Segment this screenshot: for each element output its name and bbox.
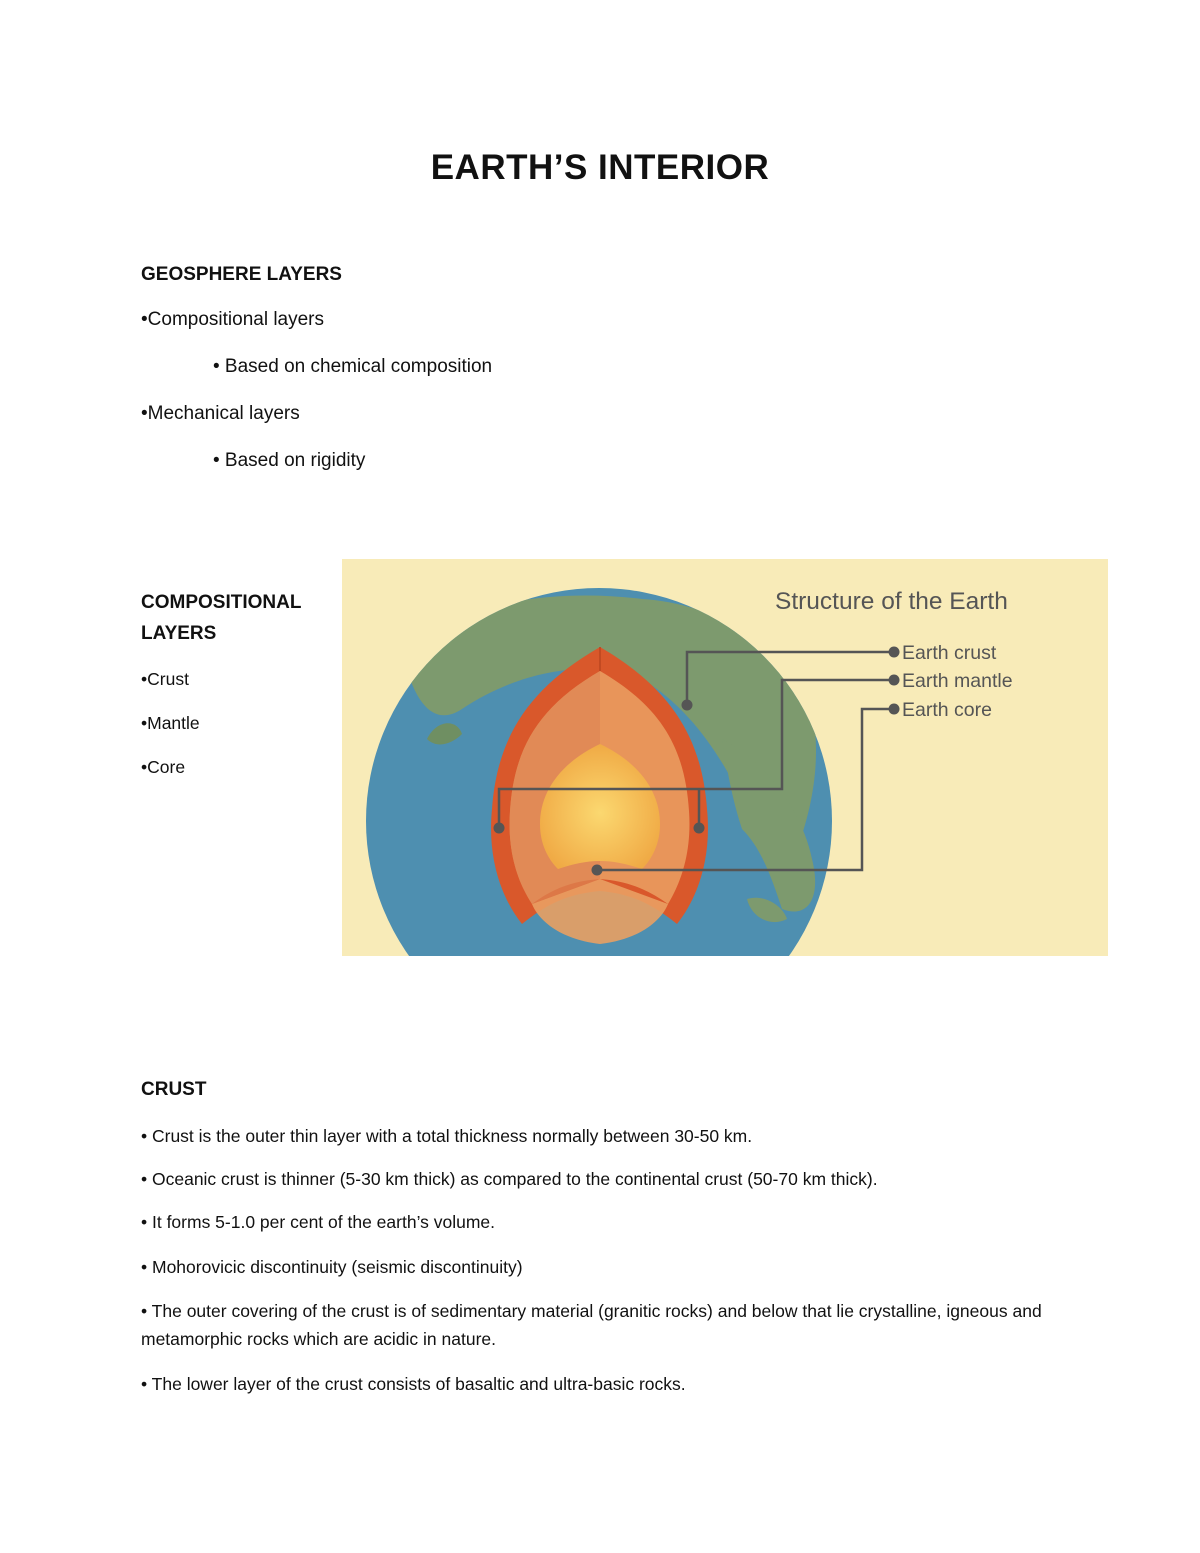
bullet-compositional-layers: •Compositional layers (141, 309, 325, 330)
label-earth-mantle: Earth mantle (902, 670, 1013, 692)
compositional-heading: COMPOSITIONAL LAYERS (141, 592, 302, 644)
bullet-rigidity: • Based on rigidity (213, 450, 366, 471)
crust-paragraph: • Crust is the outer thin layer with a total thickness normally between 30-50 km. (141, 1126, 753, 1146)
geosphere-heading: GEOSPHERE LAYERS (141, 264, 342, 285)
crust-paragraph: • Oceanic crust is thinner (5-30 km thick) as compared to the continental crust (50-70 km thick). (141, 1169, 878, 1189)
label-earth-crust: Earth crust (902, 642, 997, 664)
diagram-title: Structure of the Earth (775, 588, 1008, 615)
label-earth-core: Earth core (902, 699, 992, 721)
earth-structure-svg (342, 559, 1108, 956)
bullet-crust: •Crust (141, 669, 189, 689)
crust-paragraph: • The lower layer of the crust consists of basaltic and ultra-basic rocks. (141, 1374, 686, 1394)
bullet-mantle: •Mantle (141, 713, 200, 733)
crust-paragraph: • The outer covering of the crust is of sedimentary material (granitic rocks) and below that lie crystalline, igneous and metamorphic rocks which are acidic in nature. (141, 1301, 1042, 1349)
earth-structure-diagram (342, 559, 1108, 956)
crust-heading: CRUST (141, 1079, 207, 1100)
bullet-core: •Core (141, 757, 186, 777)
crust-paragraph: • Mohorovicic discontinuity (seismic discontinuity) (141, 1257, 523, 1277)
bullet-chemical-composition: • Based on chemical composition (213, 356, 493, 377)
bullet-mechanical-layers: •Mechanical layers (141, 403, 300, 424)
crust-paragraph: • It forms 5-1.0 per cent of the earth’s volume. (141, 1212, 496, 1232)
page-title: EARTH’S INTERIOR (430, 148, 770, 187)
